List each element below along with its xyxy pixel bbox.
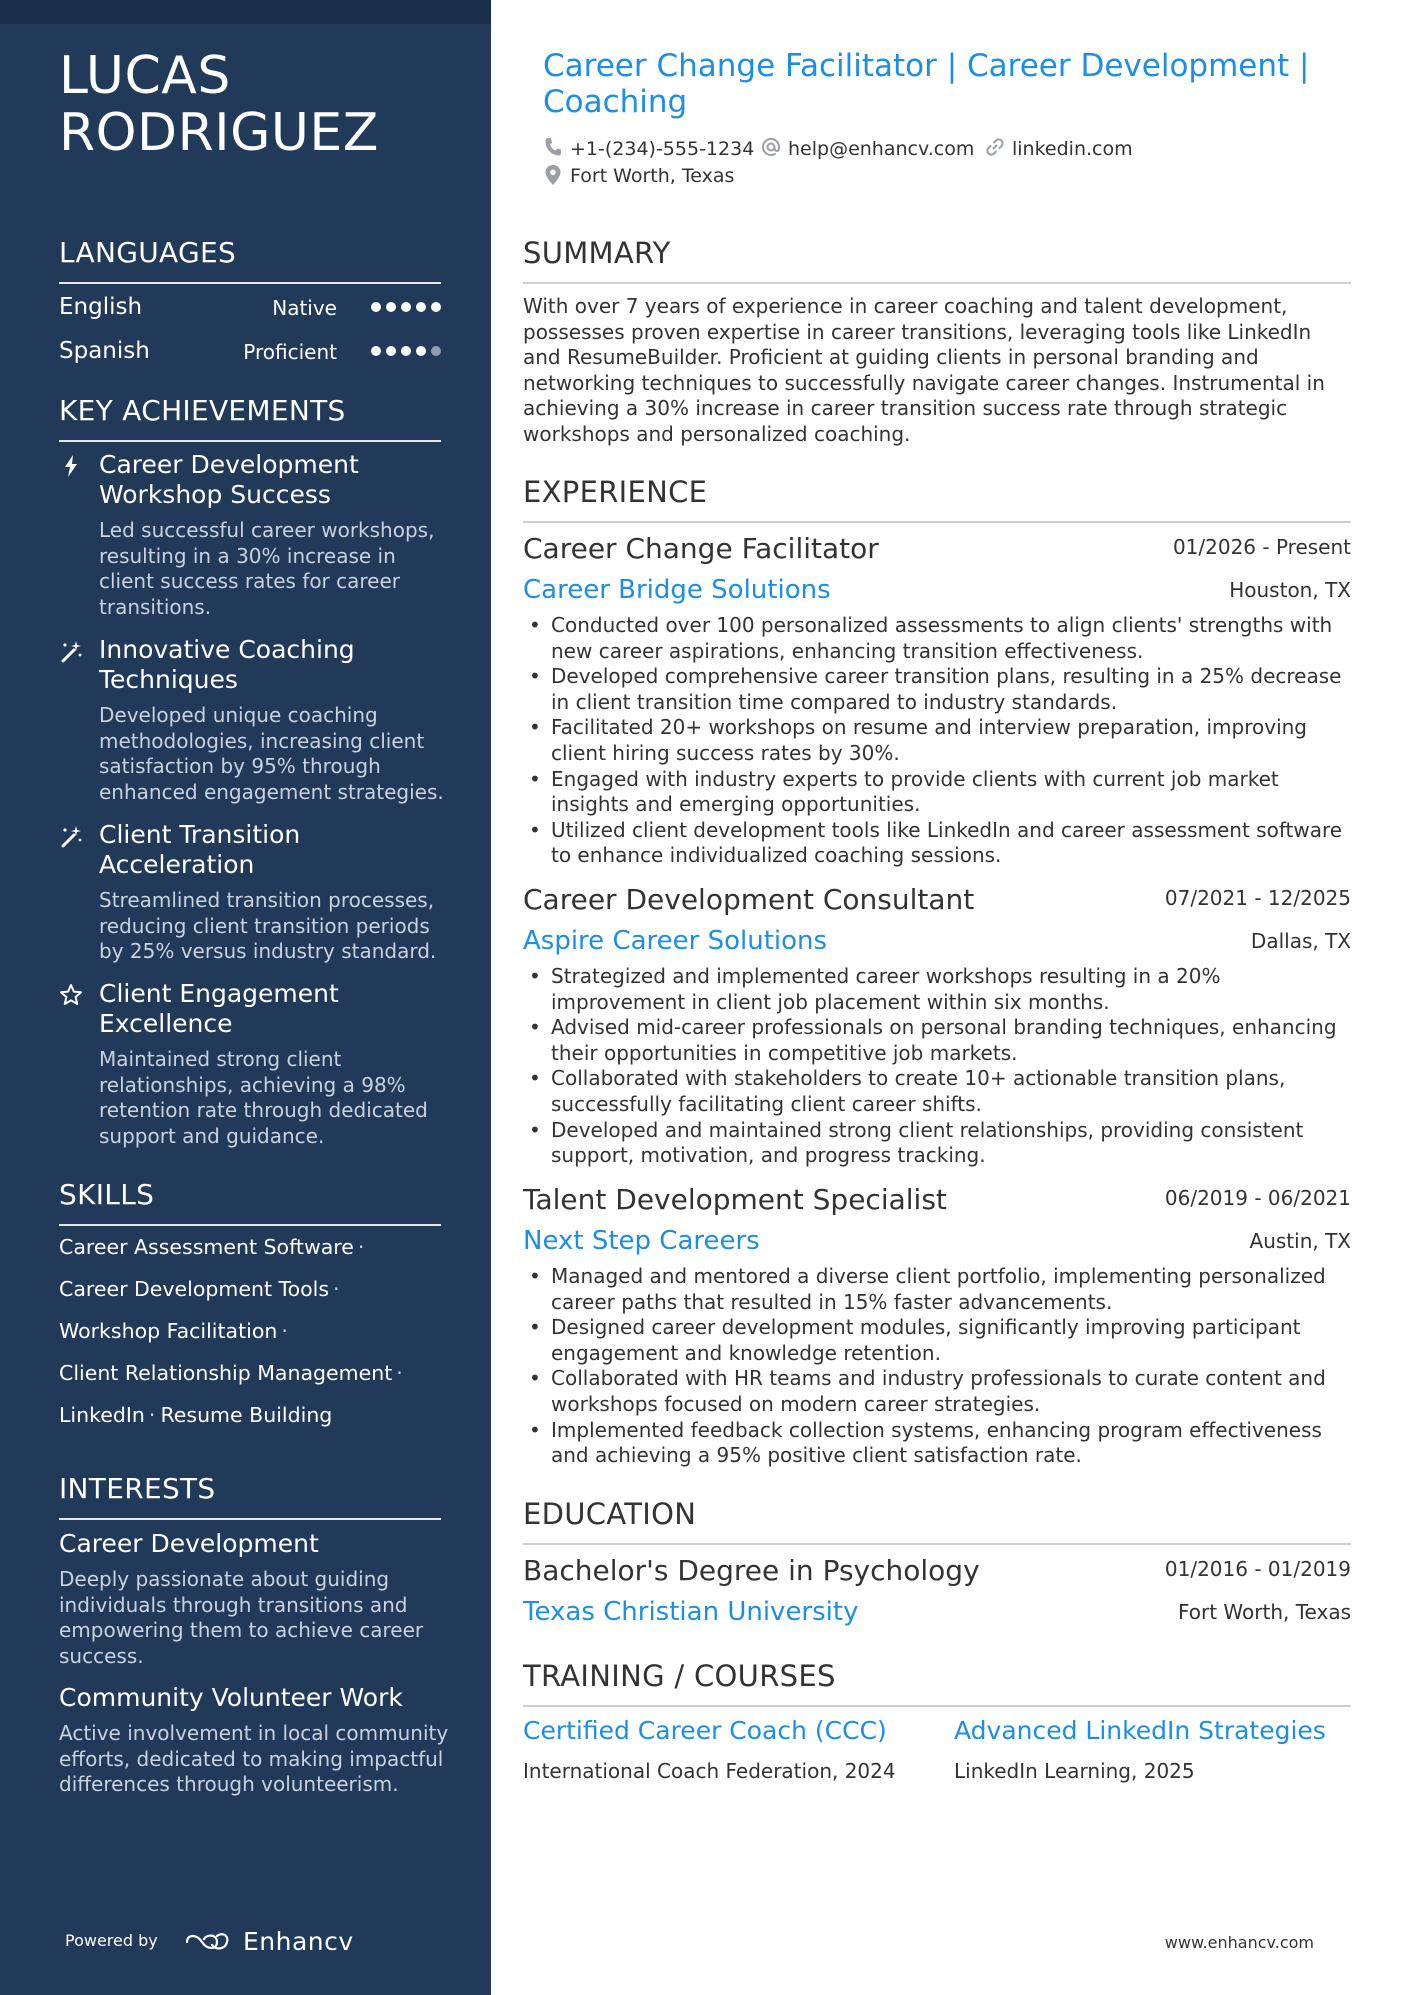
job-bullet: • Managed and mentored a diverse client portfolio, implementing personalized career paths that resulted in 15% faster advancements. (523, 1264, 1353, 1315)
rating-dot (401, 346, 411, 356)
job-role: Career Change Facilitator (523, 532, 879, 565)
skills-rule (59, 1224, 441, 1226)
linkedin-text[interactable]: linkedin.com (1012, 138, 1133, 160)
achievements-title: KEY ACHIEVEMENTS (59, 394, 346, 427)
location-text: Fort Worth, Texas (570, 165, 735, 187)
star-icon (59, 983, 83, 1007)
job-role: Talent Development Specialist (523, 1183, 947, 1216)
powered-by-label: Powered by (65, 1931, 158, 1950)
interest-desc: Deeply passionate about guiding individuals through transitions and empowering them to achieve career success. (59, 1567, 424, 1668)
course-title: Certified Career Coach (CCC) (523, 1716, 887, 1745)
rating-dot (386, 346, 396, 356)
skill-item (59, 1275, 340, 1303)
job-date: 07/2021 - 12/2025 (1164, 886, 1351, 910)
job-bullets (523, 964, 1353, 1169)
job-bullet: • Collaborated with stakeholders to create 10+ actionable transition plans, successfully facilitating client career shifts. (523, 1066, 1353, 1117)
wand-icon (59, 824, 83, 848)
job-company: Aspire Career Solutions (523, 926, 828, 956)
experience-rule (523, 521, 1351, 523)
job-location: Dallas, TX (1250, 929, 1351, 953)
experience-title: EXPERIENCE (523, 475, 708, 509)
language-rating-dots (371, 292, 441, 322)
achievement-desc: Streamlined transition processes, reducing client transition periods by 25% versus industry standard. (99, 888, 437, 963)
achievement-desc: Maintained strong client relationships, achieving a 98% retention rate through dedicated support and guidance. (99, 1047, 428, 1148)
job-date: 06/2019 - 06/2021 (1164, 1186, 1351, 1210)
job-company: Next Step Careers (523, 1226, 760, 1256)
summary-rule (523, 282, 1351, 284)
interest-desc: Active involvement in local community efforts, dedicated to making impactful differences through volunteerism. (59, 1721, 449, 1796)
education-title: EDUCATION (523, 1497, 697, 1531)
job-bullet: • Designed career development modules, significantly improving participant engagement and knowledge retention. (523, 1315, 1353, 1366)
achievement-desc: Led successful career workshops, resulting in a 30% increase in client success rates for career transitions. (99, 518, 435, 619)
rating-dot (431, 302, 441, 312)
footer-url[interactable]: www.enhancv.com (1164, 1933, 1314, 1952)
sidebar-top-band (0, 0, 491, 24)
languages-rule (59, 282, 441, 284)
job-bullets (523, 1264, 1353, 1469)
language-row-english (59, 292, 441, 322)
skill-label: Workshop Facilitation (59, 1319, 278, 1343)
achievements-rule (59, 440, 441, 442)
job-location: Austin, TX (1249, 1229, 1351, 1253)
enhancv-brand-text: Enhancv (243, 1927, 354, 1956)
job-bullets (523, 613, 1353, 869)
rating-dot (386, 302, 396, 312)
achievement-title: Client Transition Acceleration (99, 820, 301, 879)
interests-title: INTERESTS (59, 1472, 216, 1505)
summary-text: With over 7 years of experience in career coaching and talent development, possesses proven expertise in career transitions, leveraging tools like LinkedIn and ResumeBuilder. Proficient at guiding clients in personal branding and networking techniques to successfully navigate career changes. Instrumental in achieving a 30% increase in career transition success rate through strategic workshops and personalized coaching. (523, 294, 1325, 446)
education-date: 01/2016 - 01/2019 (1164, 1557, 1351, 1581)
rating-dot (371, 302, 381, 312)
language-name: Spanish (59, 338, 150, 364)
language-row-spanish (59, 336, 441, 366)
map-pin-icon (543, 164, 563, 186)
course-provider: International Coach Federation, 2024 (523, 1759, 896, 1783)
job-date: 01/2026 - Present (1172, 535, 1351, 559)
language-rating-dots (371, 336, 441, 366)
job-bullet: • Engaged with industry experts to provide clients with current job market insights and emerging opportunities. (523, 767, 1353, 818)
email-text[interactable]: help@enhancv.com (788, 138, 975, 160)
rating-dot-empty (431, 346, 441, 356)
summary-title: SUMMARY (523, 236, 671, 270)
lightning-icon (59, 454, 83, 478)
language-level: Proficient (243, 340, 337, 364)
rating-dot (371, 346, 381, 356)
person-name: LUCAS RODRIGUEZ (59, 46, 379, 163)
rating-dot (416, 302, 426, 312)
skill-item (59, 1401, 332, 1429)
training-title: TRAINING / COURSES (523, 1659, 836, 1693)
training-rule (523, 1705, 1351, 1707)
achievement-desc: Developed unique coaching methodologies, increasing client satisfaction by 95% through enhanced engagement strategies. (99, 703, 444, 804)
job-location: Houston, TX (1229, 578, 1351, 602)
job-role: Career Development Consultant (523, 883, 975, 916)
job-company: Career Bridge Solutions (523, 575, 831, 605)
rating-dot (416, 346, 426, 356)
skill-separator: · (148, 1403, 156, 1427)
job-bullet: • Facilitated 20+ workshops on resume and interview preparation, improving client hiring success rates by 30%. (523, 715, 1353, 766)
job-bullet: • Collaborated with HR teams and industry professionals to curate content and workshops focused on modern career strategies. (523, 1366, 1353, 1417)
phone-text[interactable]: +1-(234)-555-1234 (570, 138, 755, 160)
job-bullet: • Developed and maintained strong client relationships, providing consistent support, motivation, and progress tracking. (523, 1118, 1353, 1169)
skill-separator: · (333, 1277, 340, 1301)
education-location: Fort Worth, Texas (1177, 1600, 1351, 1624)
skill-separator: · (357, 1235, 365, 1259)
at-icon (761, 137, 781, 159)
education-degree: Bachelor's Degree in Psychology (523, 1554, 980, 1587)
course-provider: LinkedIn Learning, 2025 (954, 1759, 1195, 1783)
education-school: Texas Christian University (523, 1597, 859, 1627)
education-rule (523, 1543, 1351, 1545)
course-title: Advanced LinkedIn Strategies (954, 1716, 1326, 1745)
skill-label: Resume Building (160, 1403, 333, 1427)
skill-label: LinkedIn (59, 1403, 145, 1427)
interest-title: Community Volunteer Work (59, 1683, 403, 1712)
skill-separator: · (396, 1361, 403, 1385)
skill-label: Career Assessment Software (59, 1235, 354, 1259)
job-bullet: • Conducted over 100 personalized assessments to align clients' strengths with new career aspirations, enhancing transition effectiveness. (523, 613, 1353, 664)
skill-separator: · (281, 1319, 288, 1343)
skills-title: SKILLS (59, 1178, 155, 1211)
job-bullet: • Advised mid-career professionals on personal branding techniques, enhancing their opportunities in competitive job markets. (523, 1015, 1353, 1066)
interests-rule (59, 1518, 441, 1520)
phone-icon (543, 137, 563, 159)
language-name: English (59, 294, 143, 320)
languages-title: LANGUAGES (59, 236, 237, 269)
achievement-title: Career Development Workshop Success (99, 450, 359, 509)
wand-icon (59, 639, 83, 663)
skill-item (59, 1233, 364, 1261)
job-bullet: • Developed comprehensive career transition plans, resulting in a 25% decrease in client transition time compared to industry standards. (523, 664, 1353, 715)
skill-item (59, 1359, 403, 1387)
rating-dot (401, 302, 411, 312)
job-bullet: • Strategized and implemented career workshops resulting in a 20% improvement in client job placement within six months. (523, 964, 1353, 1015)
link-icon (985, 137, 1005, 159)
enhancv-logo-icon (184, 1929, 232, 1955)
skill-item (59, 1317, 288, 1345)
skill-label: Client Relationship Management (59, 1361, 393, 1385)
sidebar (0, 0, 491, 1995)
headline: Career Change Facilitator | Career Development | Coaching (543, 48, 1310, 120)
job-bullet: • Utilized client development tools like LinkedIn and career assessment software to enhance individualized coaching sessions. (523, 818, 1353, 869)
achievement-title: Client Engagement Excellence (99, 979, 339, 1038)
interest-title: Career Development (59, 1529, 319, 1558)
achievement-title: Innovative Coaching Techniques (99, 635, 355, 694)
skill-label: Career Development Tools (59, 1277, 330, 1301)
language-level: Native (272, 296, 337, 320)
job-bullet: • Implemented feedback collection systems, enhancing program effectiveness and achieving a 95% positive client satisfaction rate. (523, 1418, 1353, 1469)
